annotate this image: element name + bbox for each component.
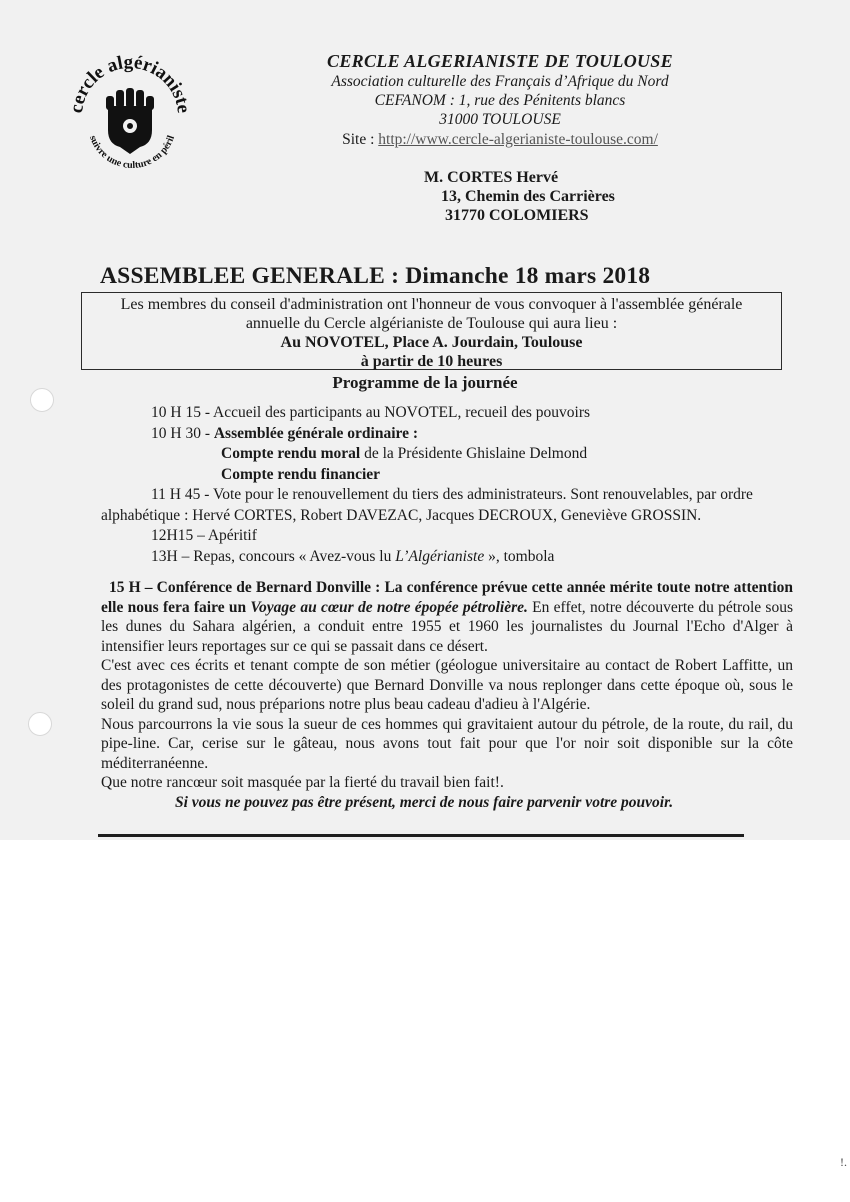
organization-subtitle: Association culturelle des Français d’Afrique du Nord [331,73,669,90]
subitem-heading: Compte rendu moral [221,445,361,462]
conference-paragraph: C'est avec ces écrits et tenant compte de son métier (géologue universitaire au contact de Robert Laffitte, un des protagonistes de cette découverte) que Bernard Donville va nous replonger dans cette époque où, sous le soleil du grand sud, nous préparions notre plus beau cadeau d'adieu à l'Algérie. [101,657,793,713]
venue: Au NOVOTEL, Place A. Jourdain, Toulouse [280,334,583,351]
magazine-title: L’Algérianiste [395,547,485,565]
conference-paragraph: Nous parcourrons la vie sous la sueur de ces hommes qui gravitaient autour du pétrole, de la route, du rail, du pipe-line. Car, cerise sur le gâteau, nous avons tout fait pour que l'or noir soit disponible sur la côte méditerranéenne. [101,715,793,772]
programme-schedule [101,403,771,567]
schedule-text: 13H – Repas, concours « Avez-vous lu [151,547,396,565]
blank-scan-area [0,840,850,1202]
schedule-subitem [101,465,771,486]
punch-hole [28,712,52,736]
website-link[interactable]: http://www.cercle-algerianiste-toulouse.com/ [378,131,658,148]
organization-name: CERCLE ALGERIANISTE DE TOULOUSE [327,51,673,71]
hand-of-fatima-icon [106,88,154,154]
schedule-item: 11 H 45 - Vote pour le renouvellement du tiers des administrateurs. Sont renouvelables, par ordre alphabétique : Hervé CORTES, Robert DAVEZAC, Jacques DECROUX, Geneviève GROSSIN. [101,486,753,524]
programme-title: Programme de la journée [332,373,518,392]
conference-paragraph: Que notre rancœur soit masquée par la fierté du travail bien fait!. [101,774,504,791]
recipient-name: M. CORTES Hervé [424,169,559,186]
subitem-heading: Compte rendu financier [221,465,381,483]
recipient-city: 31770 COLOMIERS [445,207,589,224]
conference-heading: 15 H – Conférence de Bernard Donville : La conférence prévue cette année mérite toute notre attention elle nous fera faire un [101,579,793,616]
bottom-rule [98,834,744,837]
closing-note: Si vous ne pouvez pas être présent, merci de nous faire parvenir votre pouvoir. [175,793,674,811]
schedule-item: 10 H 15 - Accueil des participants au NOVOTEL, recueil des pouvoirs [151,404,591,421]
logo-top-text: cercle algérianiste [66,51,194,115]
schedule-item [101,547,771,568]
logo-bottom-text: suivre une culture en péril [87,134,177,172]
start-time: à partir de 10 heures [360,353,503,370]
convocation-line: annuelle du Cercle algérianiste de Toulouse qui aura lieu : [245,315,618,332]
association-logo [64,44,196,176]
schedule-heading: Assemblée générale ordinaire : [213,424,419,442]
document-title: ASSEMBLEE GENERALE : Dimanche 18 mars 2018 [100,263,651,289]
website-label: Site : [342,131,379,148]
conference-section [101,578,793,812]
conference-title: Voyage au cœur de notre épopée pétrolière. [250,598,528,616]
organization-city: 31000 TOULOUSE [439,111,561,128]
scan-mark: !. [840,1155,847,1169]
schedule-subitem [101,444,771,465]
association-header [280,50,720,151]
schedule-item [101,424,771,445]
subitem-text: de la Présidente Ghislaine Delmond [360,445,588,462]
convocation-line: Les membres du conseil d'administration ont l'honneur de vous convoquer à l'assemblée générale [120,296,743,313]
recipient-street: 13, Chemin des Carrières [441,188,615,205]
schedule-time: 10 H 30 - [151,424,214,442]
convocation-box [81,292,782,370]
schedule-text: », tombola [484,547,555,565]
conference-intro [101,578,793,656]
website-line [280,129,720,151]
organization-address: CEFANOM : 1, rue des Pénitents blancs [374,92,626,109]
conference-text: En effet, notre découverte du pétrole sous les dunes du Sahara algérien, a conduit entre 1955 et 1960 les journalistes du Journal l'Echo d'Alger à intensifier leurs reportages sur ce qui se passait dans ce désert. [101,598,793,655]
recipient-address [424,168,615,225]
schedule-item: 12H15 – Apéritif [151,527,257,544]
